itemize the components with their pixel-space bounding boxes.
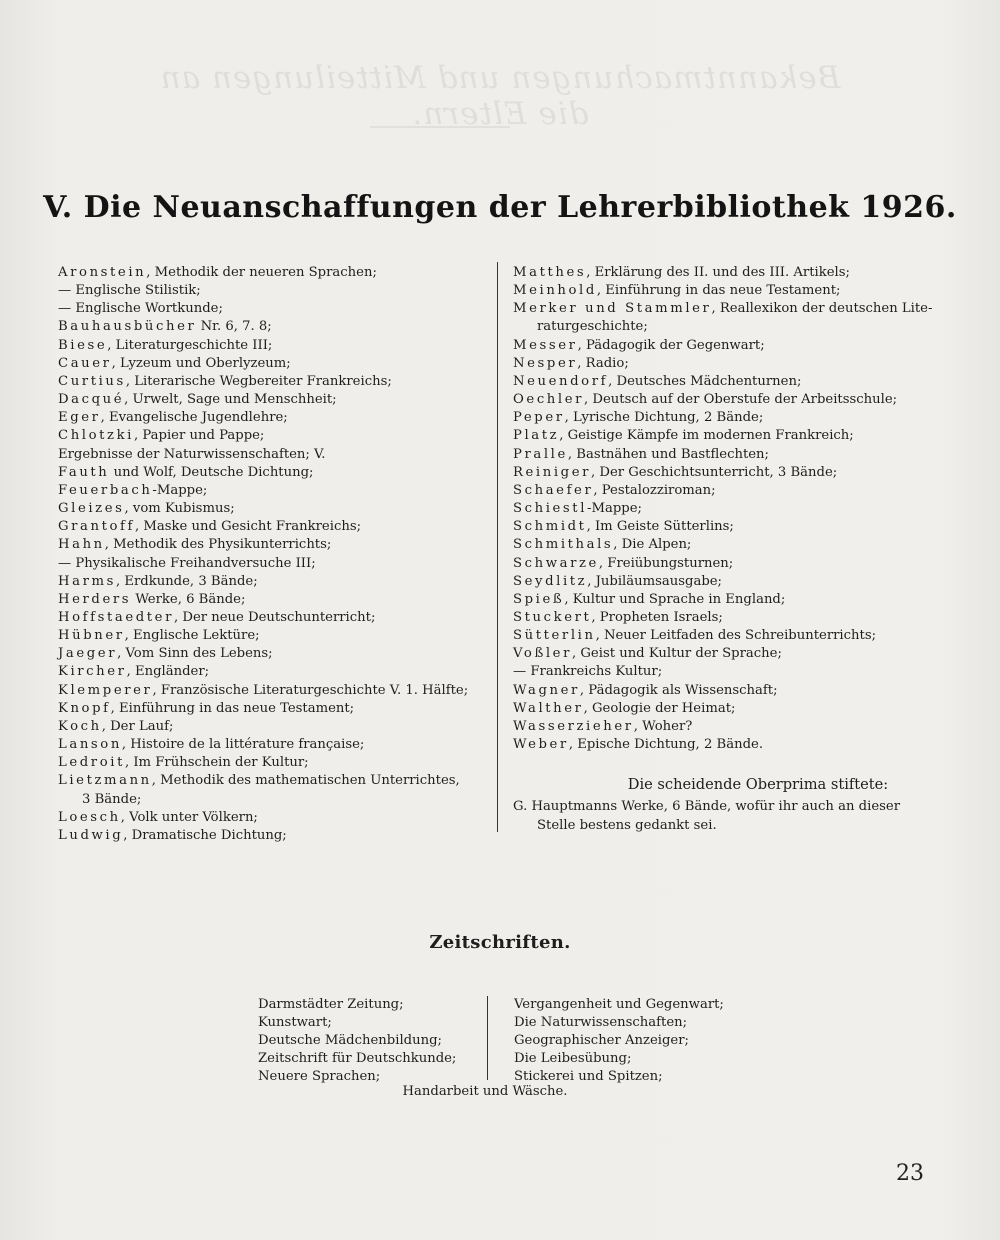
book-entry: [58, 518, 490, 536]
book-title: , Freiübungsturnen;: [598, 555, 734, 571]
book-title: , Reallexikon der deutschen Lite-: [711, 301, 933, 317]
right-entry-list: [513, 264, 933, 754]
book-entry: [58, 318, 490, 336]
author-name: Schmidt: [513, 519, 587, 535]
book-entry: [58, 300, 490, 318]
book-entry: [58, 809, 490, 827]
author-name: Sütterlin: [513, 628, 596, 644]
book-title: , Deutsch auf der Oberstufe der Arbeitsschule;: [584, 392, 898, 408]
book-title: , Geologie der Heimat;: [583, 700, 736, 716]
book-entry: [58, 282, 490, 300]
book-title-continuation: 3 Bände;: [82, 791, 142, 807]
book-entry: [58, 464, 490, 482]
book-entry: [58, 682, 490, 700]
author-name: Fauth: [58, 464, 110, 480]
journal-item: Die Naturwissenschaften;: [514, 1015, 688, 1031]
book-entry: [513, 409, 933, 427]
book-entry: [58, 536, 490, 554]
author-name: Stuckert: [513, 609, 592, 625]
book-entry: [513, 591, 933, 609]
book-title: , Die Alpen;: [613, 537, 692, 553]
journal-item: Zeitschrift für Deutschkunde;: [258, 1051, 457, 1067]
author-name: Grantoff: [58, 519, 135, 535]
donation-heading: Die scheidende Oberprima stiftete:: [627, 776, 889, 794]
book-title: — Frankreichs Kultur;: [513, 664, 663, 680]
author-name: Gleizes: [58, 501, 125, 517]
book-entry: [513, 482, 933, 500]
book-entry: [58, 482, 490, 500]
book-entry: [58, 663, 490, 681]
book-title: , Pädagogik als Wissenschaft;: [579, 682, 778, 698]
author-name: Curtius: [58, 373, 126, 389]
book-entry: [513, 555, 933, 573]
author-name: Schaefer: [513, 482, 594, 498]
book-entry: [58, 409, 490, 427]
author-name: Ledroit: [58, 755, 125, 771]
book-title: , Evangelische Jugendlehre;: [100, 410, 288, 426]
author-name: Harms: [58, 573, 116, 589]
book-entry: [513, 427, 933, 445]
book-entry: [513, 373, 933, 391]
book-title: und Wolf, Deutsche Dichtung;: [109, 464, 314, 480]
author-name: Lanson: [58, 737, 122, 753]
show-through-rule: [370, 126, 510, 128]
book-entry: [513, 627, 933, 645]
journal-item: Neuere Sprachen;: [258, 1069, 381, 1085]
author-name: Bauhausbücher: [58, 319, 197, 335]
book-entry: [513, 718, 933, 736]
book-title: , Englische Lektüre;: [124, 628, 260, 644]
author-name: Knopf: [58, 700, 111, 716]
book-title: , Französische Literaturgeschichte V. 1. Hälfte;: [152, 682, 469, 698]
author-name: Wagner: [513, 682, 580, 698]
book-entry: [58, 718, 490, 736]
book-entry: [58, 591, 490, 609]
author-name: Chlotzki: [58, 428, 134, 444]
book-title: , Propheten Israels;: [591, 609, 723, 625]
book-entry: [58, 754, 490, 772]
book-title: , Methodik des mathematischen Unterrichtes,: [151, 773, 460, 789]
journal-item: Geographischer Anzeiger;: [514, 1033, 689, 1049]
book-title-continuation: raturgeschichte;: [537, 319, 648, 335]
author-name: Reiniger: [513, 464, 592, 480]
book-title: , Woher?: [633, 718, 693, 734]
book-title: , Radio;: [577, 355, 629, 371]
donation-line-2: Stelle bestens gedankt sei.: [537, 817, 717, 833]
book-title: , Jubiläumsausgabe;: [587, 573, 723, 589]
show-through-text: Bekanntmachungen und Mitteilungen an die Eltern.: [159, 60, 841, 132]
page-number: 23: [896, 1161, 924, 1186]
book-title: , Dramatische Dichtung;: [123, 827, 287, 843]
journal-item: Stickerei und Spitzen;: [514, 1069, 663, 1085]
zeitschriften-right-column: [514, 996, 754, 1086]
book-title: — Englische Stilistik;: [58, 283, 201, 299]
book-entry: [58, 645, 490, 663]
journal-item: Kunstwart;: [258, 1015, 332, 1031]
book-entry: [513, 500, 933, 518]
book-entry: [513, 391, 933, 409]
author-name: Jaeger: [58, 646, 118, 662]
journal-item: Vergangenheit und Gegenwart;: [514, 997, 724, 1012]
author-name: Hoffstaedter: [58, 609, 174, 625]
book-title: , Deutsches Mädchenturnen;: [608, 373, 802, 389]
zeitschriften-heading: Zeitschriften.: [429, 932, 571, 953]
book-title: , Erdkunde, 3 Bände;: [115, 573, 258, 589]
author-name: Koch: [58, 718, 102, 734]
book-title: , Papier und Pappe;: [134, 428, 265, 444]
book-entry: [58, 337, 490, 355]
book-entry: [513, 282, 933, 300]
book-title: , Urwelt, Sage und Menschheit;: [124, 392, 337, 408]
book-entry: [513, 464, 933, 482]
author-name: Lietzmann: [58, 773, 152, 789]
author-name: Kircher: [58, 664, 127, 680]
book-title: , Methodik des Physikunterrichts;: [104, 537, 332, 553]
book-title: -Mappe;: [587, 501, 642, 517]
author-name: Aronstein: [58, 265, 147, 280]
book-entry: [513, 573, 933, 591]
book-title: , Vom Sinn des Lebens;: [117, 646, 273, 662]
book-title: — Physikalische Freihandversuche III;: [58, 555, 316, 571]
book-entry: [513, 700, 933, 718]
book-entry: [513, 337, 933, 355]
book-title: , Der Geschichtsunterricht, 3 Bände;: [591, 464, 838, 480]
book-entry: [58, 373, 490, 391]
book-entry: [58, 700, 490, 718]
donation-line: [513, 817, 933, 835]
book-entry: [58, 446, 490, 464]
author-name: Merker und Stammler: [513, 301, 712, 317]
donation-line-1: G. Hauptmanns Werke, 6 Bände, wofür ihr auch an dieser: [513, 799, 901, 815]
book-entry: [58, 609, 490, 627]
left-column: [58, 264, 490, 845]
book-title: , Einführung in das neue Testament;: [596, 283, 841, 299]
journal-item-centered: Handarbeit und Wäsche.: [402, 1084, 568, 1099]
book-title: , Pädagogik der Gegenwart;: [577, 337, 765, 353]
book-title: , Einführung in das neue Testament;: [110, 700, 355, 716]
book-title: , Pestalozziroman;: [593, 482, 716, 498]
donation-line: [513, 798, 933, 816]
author-name: Loesch: [58, 809, 121, 825]
author-name: Meinhold: [513, 283, 597, 299]
book-title: Werke, 6 Bände;: [131, 591, 246, 607]
book-entry: [513, 736, 933, 754]
book-entry: [58, 627, 490, 645]
author-name: Biese: [58, 337, 108, 353]
author-name: Weber: [513, 737, 569, 753]
book-entry: [513, 518, 933, 536]
book-entry: [513, 609, 933, 627]
author-name: Hübner: [58, 628, 125, 644]
book-title: , Im Geiste Sütterlins;: [586, 519, 734, 535]
author-name: Peper: [513, 410, 565, 426]
book-title: , Der neue Deutschunterricht;: [174, 609, 376, 625]
journal-item: Deutsche Mädchenbildung;: [258, 1033, 442, 1049]
journal-item: Darmstädter Zeitung;: [258, 997, 404, 1012]
book-entry: [58, 391, 490, 409]
author-name: Feuerbach: [58, 482, 153, 498]
author-name: Herders: [58, 591, 132, 607]
book-entry: [513, 355, 933, 373]
book-title: , Engländer;: [126, 664, 210, 680]
book-entry: [58, 500, 490, 518]
author-name: Messer: [513, 337, 578, 353]
book-title: , Literaturgeschichte III;: [107, 337, 273, 353]
book-entry: [513, 536, 933, 554]
author-name: Seydlitz: [513, 573, 588, 589]
author-name: Dacqué: [58, 392, 125, 408]
book-entry: [513, 645, 933, 663]
author-name: Wasserzieher: [513, 718, 634, 734]
book-title: , Volk unter Völkern;: [120, 809, 258, 825]
author-name: Cauer: [58, 355, 112, 371]
book-title: , Literarische Wegbereiter Frankreichs;: [125, 373, 392, 389]
journal-item: Die Leibesübung;: [514, 1051, 632, 1067]
book-title: , Histoire de la littérature française;: [121, 737, 365, 753]
column-divider: [497, 262, 498, 832]
book-title: , Methodik der neueren Sprachen;: [146, 265, 377, 280]
book-title: Ergebnisse der Naturwissenschaften; V.: [58, 446, 326, 462]
zeitschriften-divider: [487, 996, 488, 1080]
book-title: , Maske und Gesicht Frankreichs;: [135, 519, 362, 535]
book-title: , Geistige Kämpfe im modernen Frankreich;: [559, 428, 854, 444]
book-entry: [58, 573, 490, 591]
author-name: Ludwig: [58, 827, 124, 843]
book-title: , Bastnähen und Bastflechten;: [567, 446, 769, 462]
book-entry: [513, 446, 933, 464]
book-entry: [58, 427, 490, 445]
book-entry: [58, 555, 490, 573]
book-title: , Neuer Leitfaden des Schreibunterrichts;: [595, 628, 877, 644]
author-name: Walther: [513, 700, 584, 716]
book-entry: [58, 355, 490, 373]
author-name: Neuendorf: [513, 373, 609, 389]
author-name: Oechler: [513, 392, 585, 408]
author-name: Voßler: [513, 646, 572, 662]
book-title: , Lyrische Dichtung, 2 Bände;: [564, 410, 764, 426]
book-title: , Lyzeum und Oberlyzeum;: [111, 355, 291, 371]
book-title: , vom Kubismus;: [124, 501, 235, 517]
book-entry: [58, 827, 490, 845]
book-title: -Mappe;: [152, 482, 208, 498]
book-entry: [513, 264, 933, 282]
book-title: , Epische Dichtung, 2 Bände.: [568, 737, 764, 753]
book-entry: [58, 736, 490, 754]
book-entry: [58, 772, 490, 808]
author-name: Schiestl: [513, 501, 588, 517]
book-title: , Erklärung des II. und des III. Artikels;: [586, 265, 850, 280]
book-entry: [58, 264, 490, 282]
author-name: Nesper: [513, 355, 578, 371]
author-name: Schwarze: [513, 555, 599, 571]
zeitschriften-left-column: [258, 996, 478, 1086]
author-name: Platz: [513, 428, 560, 444]
right-column: [513, 264, 933, 835]
author-name: Hahn: [58, 537, 105, 553]
author-name: Matthes: [513, 265, 587, 280]
author-name: Klemperer: [58, 682, 153, 698]
book-title: , Im Frühschein der Kultur;: [124, 755, 309, 771]
book-entry: [513, 682, 933, 700]
author-name: Pralle: [513, 446, 568, 462]
author-name: Eger: [58, 410, 101, 426]
author-name: Spieß: [513, 591, 565, 607]
book-entry: [513, 300, 933, 336]
book-entry: [513, 663, 933, 681]
section-heading: V. Die Neuanschaffungen der Lehrerbibliothek 1926.: [43, 190, 957, 225]
book-title: — Englische Wortkunde;: [58, 301, 223, 317]
author-name: Schmithals: [513, 537, 614, 553]
book-title: Nr. 6, 7. 8;: [196, 319, 272, 335]
book-title: , Geist und Kultur der Sprache;: [572, 646, 782, 662]
book-title: , Der Lauf;: [101, 718, 174, 734]
book-title: , Kultur und Sprache in England;: [564, 591, 786, 607]
